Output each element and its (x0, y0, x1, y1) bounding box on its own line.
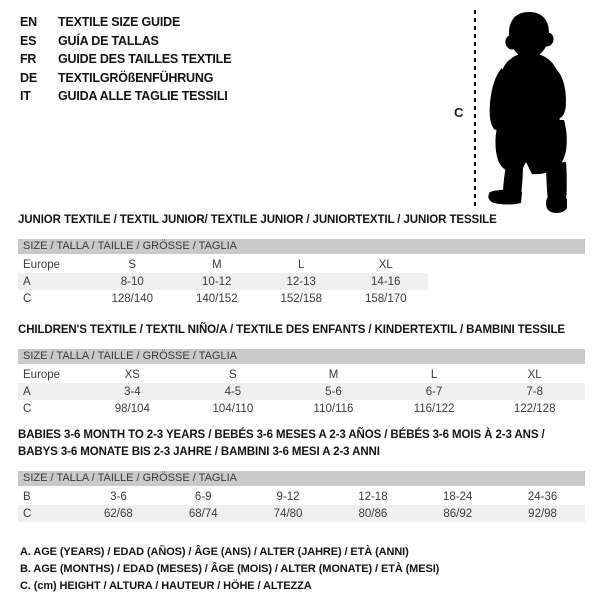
table-cell: 3-4 (123, 385, 141, 398)
table-cell: 9-12 (276, 490, 300, 503)
table-cell: S (128, 258, 137, 271)
table-cell: 98/104 (114, 402, 150, 415)
size-header-bar: SIZE / TALLA / TAILLE / GRÖSSE / TAGLIA (18, 239, 585, 254)
table-cell: S (229, 368, 237, 381)
language-title: GUIDE DES TAILLES TEXTILE (58, 52, 232, 66)
table-cell: 122/128 (513, 402, 556, 415)
size-header-bar: SIZE / TALLA / TAILLE / GRÖSSE / TAGLIA (18, 349, 585, 364)
footnote-c: C. (cm) HEIGHT / ALTURA / HAUTEUR / HÖHE / ALTEZZA (20, 580, 312, 592)
table-cell: L (430, 368, 438, 381)
language-code: EN (20, 15, 37, 29)
language-title-list (20, 13, 231, 106)
language-row (20, 32, 231, 51)
language-code: DE (20, 70, 37, 85)
row-label: C (23, 292, 32, 305)
language-title: TEXTILGRÖßENFÜHRUNG (58, 70, 214, 85)
table-cell: 10-12 (202, 275, 232, 288)
table-cell: 74/80 (273, 507, 303, 520)
language-title: GUIDA ALLE TAGLIE TESSILI (58, 89, 228, 103)
row-label: A (23, 275, 31, 288)
table-cell: 12-13 (286, 275, 316, 288)
table-cell: 12-18 (358, 490, 388, 503)
row-label: A (23, 385, 31, 398)
table-cell: 104/110 (212, 402, 254, 415)
babies-table-title-line2: BABYS 3-6 MONATE BIS 2-3 JAHRE / BAMBINI 3-6 MESI A 2-3 ANNI (18, 446, 380, 458)
table-cell: 152/158 (280, 292, 323, 305)
table-row (18, 366, 585, 383)
table-cell: 62/68 (104, 507, 133, 520)
babies-size-table-section (18, 428, 585, 522)
table-row (18, 505, 585, 522)
table-cell: 68/74 (188, 507, 218, 520)
baby-figure (450, 8, 598, 218)
table-cell: 86/92 (443, 507, 473, 520)
table-cell: 128/140 (111, 292, 154, 305)
table-cell: M (211, 258, 222, 271)
table-row (18, 383, 585, 400)
language-code: ES (20, 33, 37, 48)
row-label: C (23, 402, 32, 415)
row-label: C (23, 507, 32, 520)
children-size-table (18, 366, 585, 417)
table-cell: 116/122 (413, 402, 455, 415)
table-cell: M (328, 368, 339, 381)
height-measure-label: C (454, 105, 464, 120)
footnote-b: B. AGE (MONTHS) / EDAD (MESES) / ÂGE (MOIS) / ALTER (MONATE) / ETÀ (MESI) (20, 563, 440, 575)
row-label: Europe (23, 368, 61, 381)
table-cell: 80/86 (358, 507, 388, 520)
row-label: Europe (23, 258, 61, 271)
table-cell: XS (124, 368, 140, 381)
footnote-a: A. AGE (YEARS) / EDAD (AÑOS) / ÂGE (ANS) / ALTER (JAHRE) / ETÀ (ANNI) (20, 546, 409, 558)
table-cell: 6-9 (194, 490, 212, 503)
table-cell: 158/170 (364, 292, 407, 305)
size-guide-content (18, 213, 585, 595)
table-cell: XL (527, 368, 542, 381)
language-row (20, 50, 231, 69)
table-cell: 8-10 (120, 275, 144, 288)
table-cell: XL (378, 258, 393, 271)
babies-table-title-line1: BABIES 3-6 MONTH TO 2-3 YEARS / BEBÉS 3-6 MESES A 2-3 AÑOS / BÉBÉS 3-6 MOIS À 2-3 ANS / (18, 429, 545, 441)
table-cell: 4-5 (224, 385, 242, 398)
table-cell: 18-24 (443, 490, 473, 503)
table-cell: 3-6 (110, 490, 127, 503)
junior-size-table-section (18, 213, 585, 307)
table-cell: 24-36 (527, 490, 558, 503)
table-row (18, 273, 428, 290)
baby-silhouette-icon (486, 8, 596, 215)
babies-size-table (18, 488, 585, 522)
table-cell: 5-6 (325, 385, 342, 398)
size-header-bar: SIZE / TALLA / TAILLE / GRÖSSE / TAGLIA (18, 471, 585, 486)
table-row (18, 256, 428, 273)
children-size-table-section (18, 323, 585, 417)
footnotes (18, 544, 585, 595)
language-title: GUÍA DE TALLAS (58, 33, 159, 48)
language-title: TEXTILE SIZE GUIDE (58, 15, 181, 29)
table-cell: 14-16 (371, 275, 401, 288)
language-row (20, 87, 231, 106)
table-cell: L (298, 258, 305, 271)
table-cell: 110/116 (313, 402, 354, 415)
junior-size-table (18, 256, 428, 307)
children-table-title: CHILDREN'S TEXTILE / TEXTIL NIÑO/A / TEXTILE DES ENFANTS / KINDERTEXTIL / BAMBINI TESSILE (18, 324, 565, 336)
height-measure-dashed-line (474, 10, 476, 210)
table-row (18, 488, 585, 505)
table-cell: 7-8 (526, 385, 543, 398)
row-label: B (23, 490, 31, 503)
language-code: FR (20, 52, 37, 66)
table-cell: 140/152 (195, 292, 238, 305)
language-code: IT (20, 89, 31, 103)
table-row (18, 400, 585, 417)
language-row (20, 13, 231, 32)
language-row (20, 69, 231, 88)
table-cell: 6-7 (425, 385, 443, 398)
table-cell: 92/98 (528, 507, 557, 520)
table-row (18, 290, 428, 307)
junior-table-title: JUNIOR TEXTILE / TEXTIL JUNIOR/ TEXTILE JUNIOR / JUNIORTEXTIL / JUNIOR TESSILE (18, 214, 497, 226)
